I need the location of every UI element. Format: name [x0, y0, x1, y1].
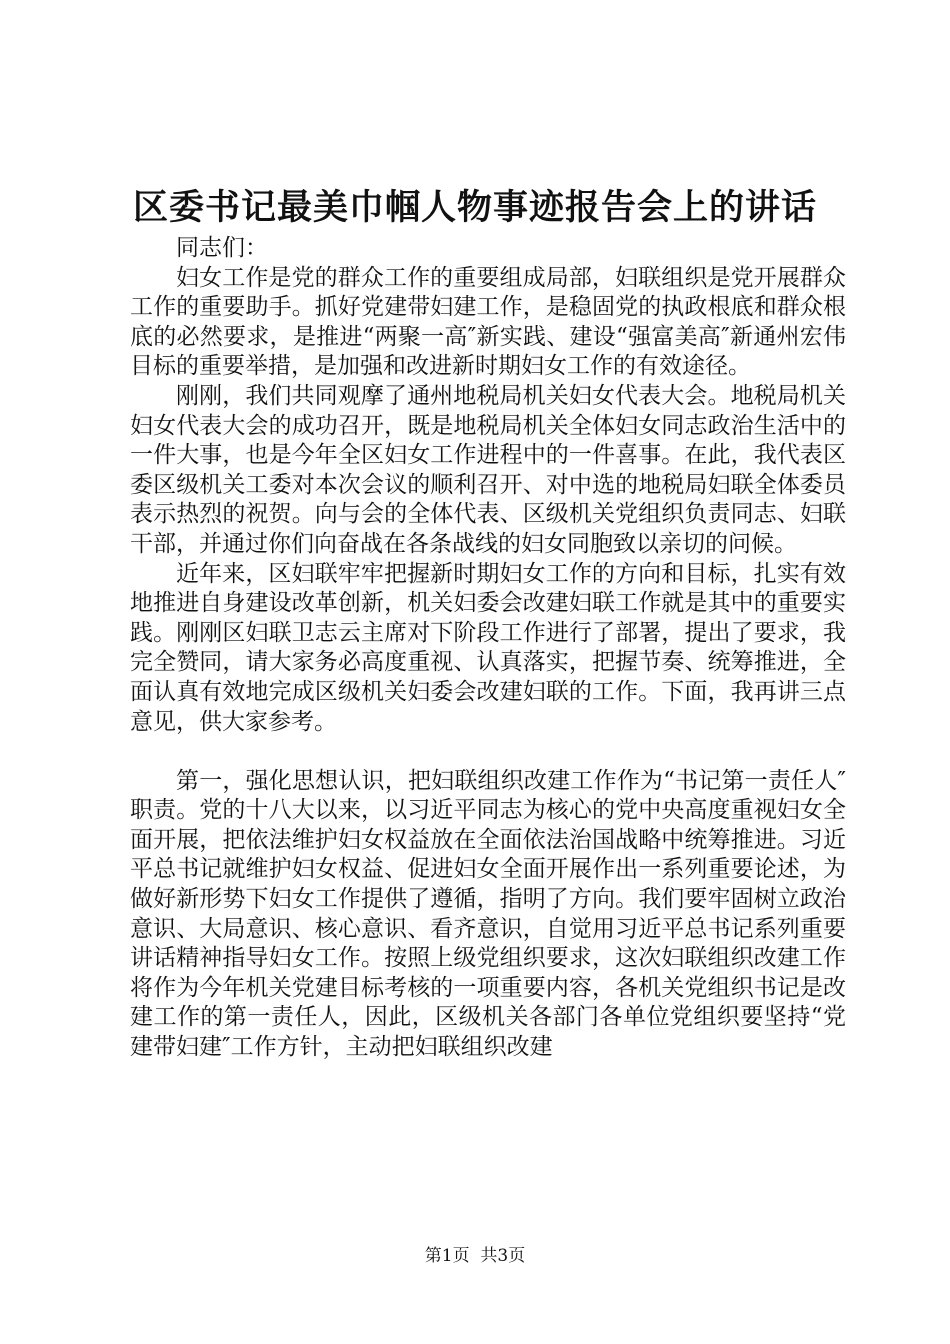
- page-footer: [0, 1244, 950, 1268]
- document-body: [130, 234, 846, 1063]
- page-total: 共3页: [480, 1246, 526, 1266]
- page-number: 第1页: [424, 1246, 470, 1266]
- paragraph-3: 近年来，区妇联牢牢把握新时期妇女工作的方向和目标，扎实有效地推进自身建设改革创新，机关妇委会改建妇联工作就是其中的重要实践。刚刚区妇联卫志云主席对下阶段工作进行了部署，提出了要求，我完全赞同，请大家务必高度重视、认真落实，把握节奏、统筹推进，全面认真有效地完成区级机关妇委会改建妇联的工作。下面，我再讲三点意见，供大家参考。: [130, 560, 846, 735]
- paragraph-4: 第一，强化思想认识，把妇联组织改建工作作为“书记第一责任人″职责。党的十八大以来，以习近平同志为核心的党中央高度重视妇女全面开展，把依法维护妇女权益放在全面依法治国战略中统筹推进。习近平总书记就维护妇女权益、促进妇女全面开展作出一系列重要论述，为做好新形势下妇女工作提供了遵循，指明了方向。我们要牢固树立政治意识、大局意识、核心意识、看齐意识，自觉用习近平总书记系列重要讲话精神指导妇女工作。按照上级党组织要求，这次妇联组织改建工作将作为今年机关党建目标考核的一项重要内容，各机关党组织书记是改建工作的第一责任人，因此，区级机关各部门各单位党组织要坚持“党建带妇建″工作方针，主动把妇联组织改建: [130, 767, 846, 1061]
- paragraph-2: 刚刚，我们共同观摩了通州地税局机关妇女代表大会。地税局机关妇女代表大会的成功召开，既是地税局机关全体妇女同志政治生活中的一件大事，也是今年全区妇女工作进程中的一件喜事。在此，我代表区委区级机关工委对本次会议的顺利召开、对中选的地税局妇联全体委员表示热烈的祝贺。向与会的全体代表、区级机关党组织负责同志、妇联干部，并通过你们向奋战在各条战线的妇女同胞致以亲切的问候。: [130, 382, 846, 557]
- document-title: 区委书记最美巾帼人物事迹报告会上的讲话: [132, 187, 817, 228]
- paragraph-1: 妇女工作是党的群众工作的重要组成局部，妇联组织是党开展群众工作的重要助手。抓好党建带妇建工作，是稳固党的执政根底和群众根底的必然要求，是推进“两聚一高″新实践、建设“强富美高″新通州宏伟目标的重要举措，是加强和改进新时期妇女工作的有效途径。: [130, 264, 846, 380]
- salutation: 同志们：: [176, 235, 268, 261]
